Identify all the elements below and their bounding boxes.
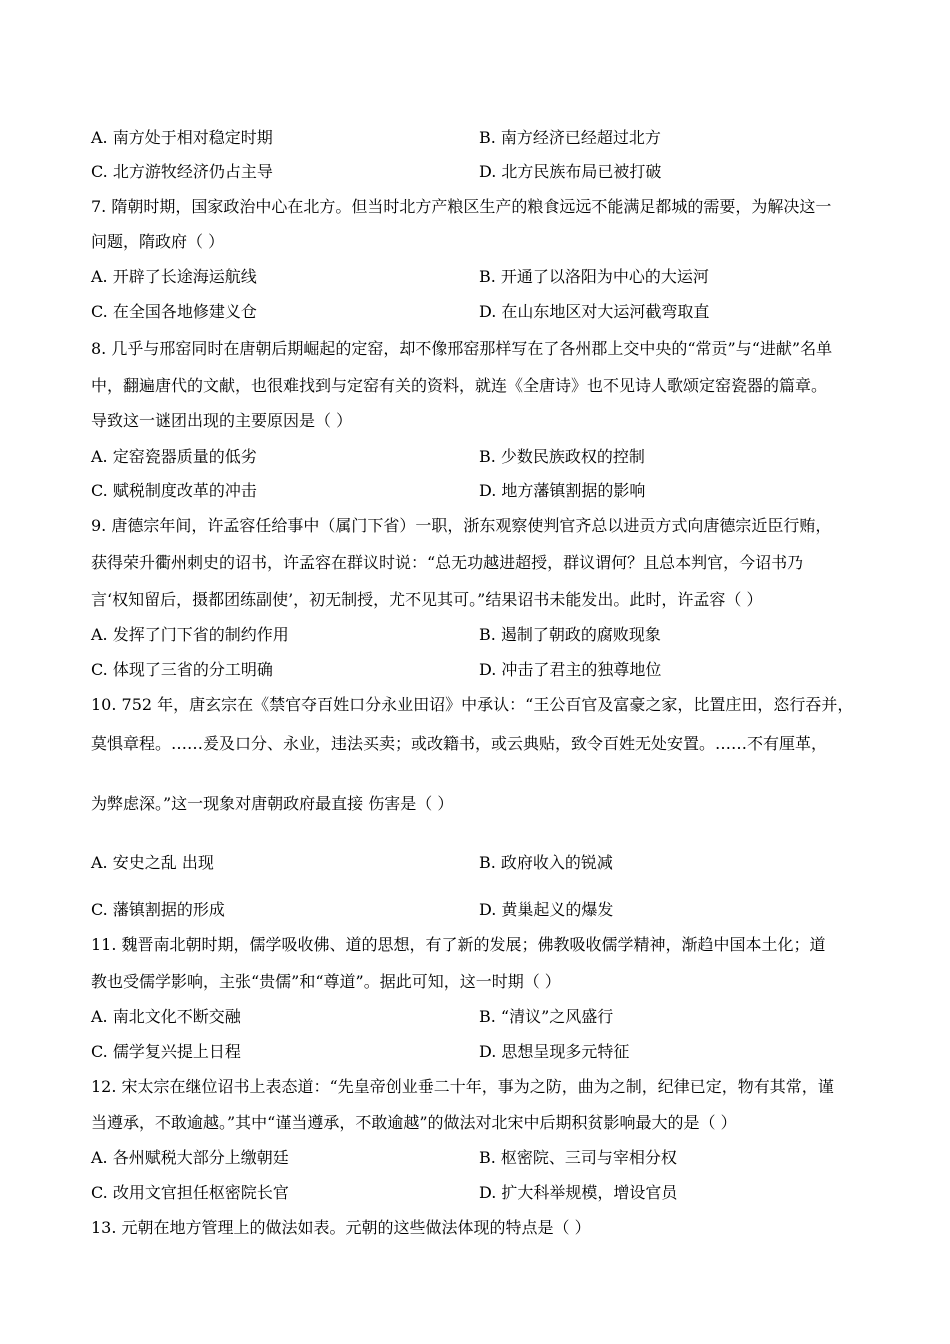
q10-option-a: A. 安史之乱 出现	[91, 853, 214, 872]
q11-option-b: B. “清议”之风盛行	[479, 1007, 614, 1026]
q9-option-d: D. 冲击了君主的独尊地位	[479, 660, 662, 679]
q9-stem-line-1: 9. 唐德宗年间，许孟容任给事中（属门下省）一职，浙东观察使判官齐总以进贡方式向唐德宗近臣行贿，	[91, 516, 832, 535]
q8-option-c: C. 赋税制度改革的冲击	[91, 481, 257, 500]
q7-option-c: C. 在全国各地修建义仓	[91, 302, 257, 321]
q11-option-d: D. 思想呈现多元特征	[479, 1042, 630, 1061]
q8-option-b: B. 少数民族政权的控制	[479, 447, 645, 466]
q7-stem-line-1: 7. 隋朝时期，国家政治中心在北方。但当时北方产粮区生产的粮食远远不能满足都城的需要，为解决这一	[91, 197, 832, 216]
q11-stem-line-2: 教也受儒学影响，主张“贵儒”和“尊道”。据此可知，这一时期（ ）	[91, 972, 561, 991]
q8-stem-line-1: 8. 几乎与邢窑同时在唐朝后期崛起的定窑，却不像邢窑那样写在了各州郡上交中央的“常贡”与“进献”名单	[91, 339, 833, 358]
q10-stem-line-2: 莫惧章程。……爰及口分、永业，违法买卖；或改籍书，或云典贴，致令百姓无处安置。……不有厘革，	[91, 734, 828, 753]
q13-stem-line-1: 13. 元朝在地方管理上的做法如表。元朝的这些做法体现的特点是（ ）	[91, 1218, 591, 1237]
q12-option-d: D. 扩大科举规模，增设官员	[479, 1183, 678, 1202]
q9-stem-line-3: 言‘权知留后，摄都团练副使’，初无制授，尤不见其可。”结果诏书未能发出。此时，许孟容（ ）	[91, 590, 763, 609]
q11-option-c: C. 儒学复兴提上日程	[91, 1042, 241, 1061]
q10-option-d: D. 黄巢起义的爆发	[479, 900, 614, 919]
q10-stem-line-3: 为弊虑深。”这一现象对唐朝政府最直接 伤害是（ ）	[91, 794, 454, 813]
q10-option-c: C. 藩镇割据的形成	[91, 900, 225, 919]
q11-option-a: A. 南北文化不断交融	[91, 1007, 241, 1026]
q8-stem-line-2: 中，翻遍唐代的文献，也很难找到与定窑有关的资料，就连《全唐诗》也不见诗人歌颂定窑瓷器的篇章。	[91, 376, 828, 395]
q7-option-d: D. 在山东地区对大运河截弯取直	[479, 302, 710, 321]
q12-option-b: B. 枢密院、三司与宰相分权	[479, 1148, 677, 1167]
q7-option-a: A. 开辟了长途海运航线	[91, 267, 257, 286]
q7-stem-line-2: 问题，隋政府（ ）	[91, 232, 225, 251]
q8-option-d: D. 地方藩镇割据的影响	[479, 481, 646, 500]
q8-stem-line-3: 导致这一谜团出现的主要原因是（ ）	[91, 411, 353, 430]
q9-stem-line-2: 获得荣升衢州刺史的诏书，许孟容在群议时说：“总无功越进超授，群议谓何？且总本判官，今诏书乃	[91, 553, 804, 572]
q6-option-b: B. 南方经济已经超过北方	[479, 128, 661, 147]
q11-stem-line-1: 11. 魏晋南北朝时期，儒学吸收佛、道的思想，有了新的发展；佛教吸收儒学精神，渐趋中国本土化；道	[91, 935, 826, 954]
q6-option-d: D. 北方民族布局已被打破	[479, 162, 662, 181]
q9-option-a: A. 发挥了门下省的制约作用	[91, 625, 289, 644]
q12-stem-line-2: 当遵承，不敢逾越。”其中“谨当遵承，不敢逾越”的做法对北宋中后期积贫影响最大的是（ ）	[91, 1113, 737, 1132]
q12-option-c: C. 改用文官担任枢密院长官	[91, 1183, 289, 1202]
q6-option-a: A. 南方处于相对稳定时期	[91, 128, 273, 147]
q7-option-b: B. 开通了以洛阳为中心的大运河	[479, 267, 709, 286]
q10-option-b: B. 政府收入的锐减	[479, 853, 613, 872]
q8-option-a: A. 定窑瓷器质量的低劣	[91, 447, 257, 466]
q12-stem-line-1: 12. 宋太宗在继位诏书上表态道：“先皇帝创业垂二十年，事为之防，曲为之制，纪律已定，物有其常，谨	[91, 1077, 834, 1096]
q6-option-c: C. 北方游牧经济仍占主导	[91, 162, 273, 181]
q10-stem-line-1: 10. 752 年，唐玄宗在《禁官夺百姓口分永业田诏》中承认：“王公百官及富豪之家，比置庄田，恣行吞并，	[91, 695, 854, 714]
q9-option-c: C. 体现了三省的分工明确	[91, 660, 273, 679]
q12-option-a: A. 各州赋税大部分上缴朝廷	[91, 1148, 289, 1167]
q9-option-b: B. 遏制了朝政的腐败现象	[479, 625, 661, 644]
